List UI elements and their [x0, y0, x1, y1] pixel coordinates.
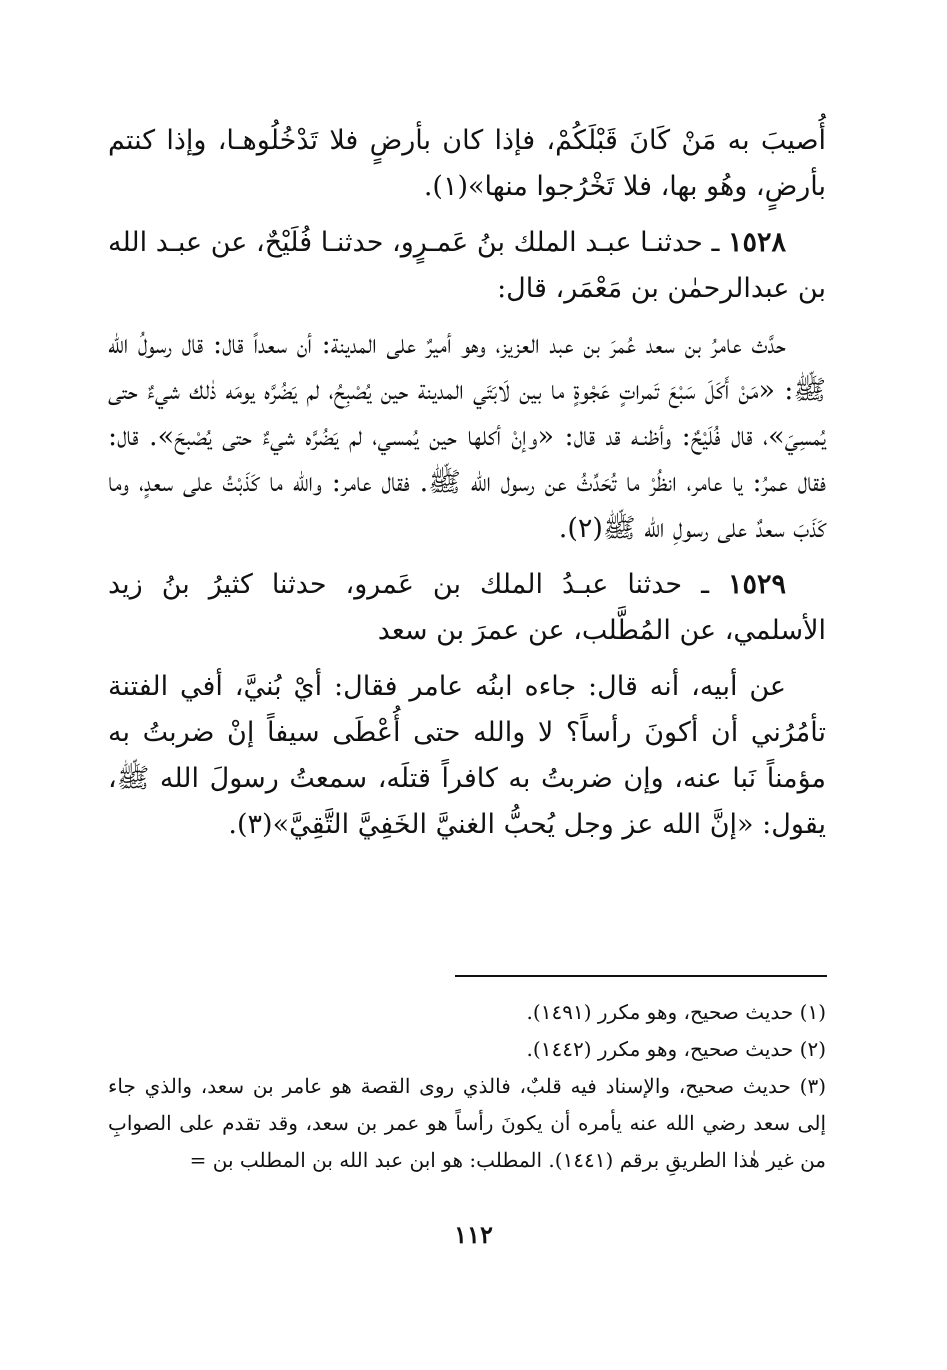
hadith-1528-chain	[108, 220, 826, 312]
paragraph-text: ـ حدثنـا عبـد الملك بنُ عَمـرٍو، حدثنـا فُلَيْحٌ، عن عبـد الله بن عبدالرحمٰن بن مَعْمَر، قال:	[108, 227, 826, 304]
paragraph-text: أُصيبَ به مَنْ كَانَ قَبْلَكُمْ، فإذا كان بأرضٍ فلا تَدْخُلُوهـا، وإذا كنتم بأرضٍ، وهُو بها، فلا تَخْرُجوا منها»(١).	[108, 125, 826, 202]
main-text	[108, 118, 826, 848]
paragraph-text: ـ حدثنا عبـدُ الملك بن عَمرو، حدثنا كثيرُ بنُ زيد الأسلمي، عن المُطَّلب، عن عمرَ بن سعد	[108, 569, 826, 646]
footnote: (٣) حديث صحيح، والإسناد فيه قلبٌ، فالذي روى القصة هو عامر بن سعد، والذي جاء إلى سعد رضي الله عنه يأمره أن يكونَ رأساً هو عمر بن سعد، وقد تقدم على الصوابِ من غير هٰذا الطريقِ برقم (١٤٤١). المطلب: هو ابن عبد الله بن المطلب بن =	[108, 1074, 826, 1172]
hadith-number: ١٥٢٩	[727, 569, 786, 600]
footnote: (١) حديث صحيح، وهو مكرر (١٤٩١).	[526, 1000, 826, 1024]
paragraph-text: حدَّث عامرُ بن سعد عُمرَ بن عبد العزيز، وهو أميرٌ على المدينة: أن سعداً قال: قال رسولُ الله ﷺ: «مَنْ أَكَلَ سَبْعَ تَمراتٍ عَجْوةٍ ما بين لَابَتَي المدينة حين يُصْبِحُ، لم يَضُرَّه يومَه ذٰلك شيءٌ حتى يُمسِيَ»، قال فُلَيْحٌ: وأظنـه قد قال: «وإنْ أكلها حين يُمسي، لم يَضُرَّه شيءٌ حتى يُصْبحَ». قال: فقال عمرُ: يا عامر، انظُرْ ما تُحَدِّثُ عن رسول الله ﷺ. فقال عامر: والله ما كَذَبْتُ على سعدٍ، وما كَذَبَ سعدٌ على رسولِ الله ﷺ(٢).	[108, 329, 826, 544]
footnotes	[108, 994, 826, 1179]
paragraph-text: عن أبيه، أنه قال: جاءه ابنُه عامر فقال: أيْ بُنيَّ، أفي الفتنة تأمُرُني أن أكونَ رأساً؟ لا والله حتى أُعْطَى سيفاً إنْ ضربتُ به مؤمناً نَبا عنه، وإن ضربتُ به كافراً قتلَه، سمعتُ رسولَ الله ﷺ، يقول: «إنَّ الله عز وجل يُحبُّ الغنيَّ الخَفِيَّ التَّقِيَّ»(٣).	[108, 671, 826, 840]
footnote: (٢) حديث صحيح، وهو مكرر (١٤٤٢).	[526, 1037, 826, 1061]
hadith-number: ١٥٢٨	[727, 227, 786, 258]
hadith-1529-chain	[108, 562, 826, 654]
hadith-1528-text	[108, 322, 826, 552]
footnote-separator	[455, 975, 827, 977]
hadith-1529-text	[108, 664, 826, 848]
page-number: ١١٢	[454, 1220, 493, 1249]
paragraph-continuation	[108, 118, 826, 210]
